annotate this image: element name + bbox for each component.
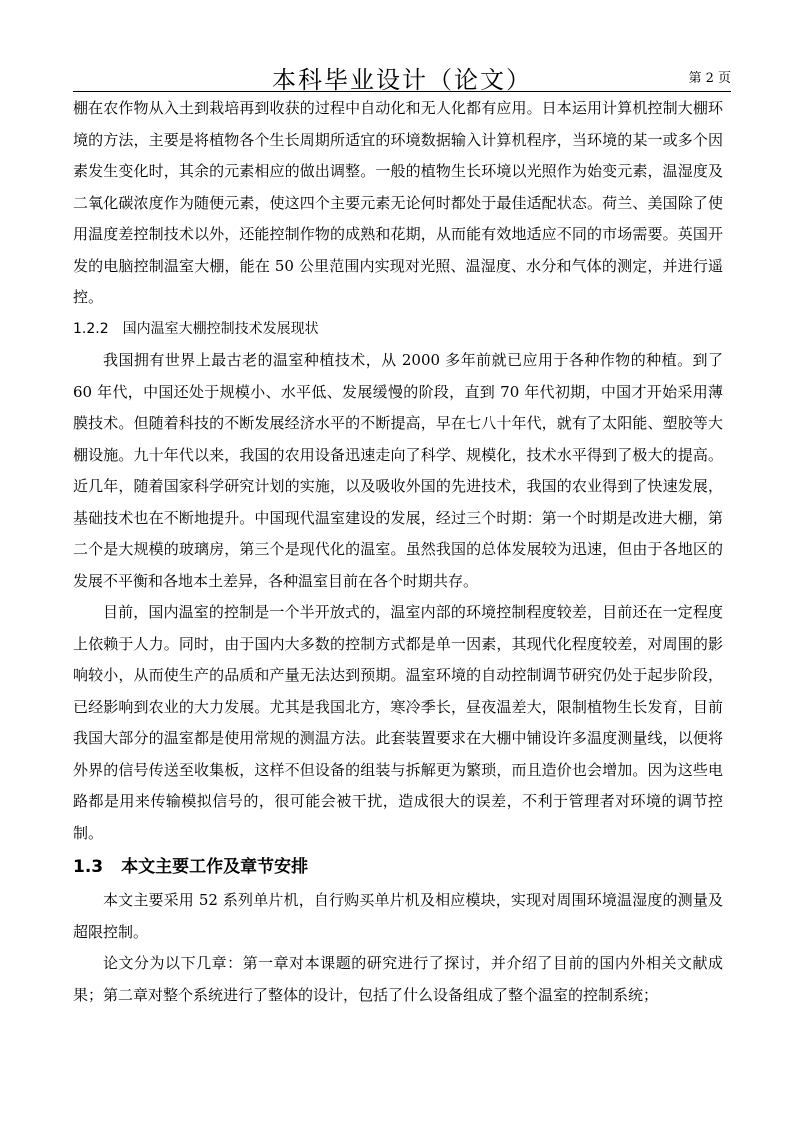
paragraph: 目前，国内温室的控制是一个半开放式的，温室内部的环境控制程度较差，目前还在一定程度上依赖于人力。同时，由于国内大多数的控制方式都是单一因素，其现代化程度较差，对周围的影响较小，从而使生产的品质和产量无法达到预期。温室环境的自动控制调节研究仍处于起步阶段，已经影响到农业的大力发展。尤其是我国北方，寒冷季长，昼夜温差大，限制植物生长发育，目前我国大部分的温室都是使用常规的测温方法。此套装置要求在大棚中铺设许多温度测量线，以便将外界的信号传送至收集板，这样不但设备的组装与拆解更为繁琐，而且造价也会增加。因为这些电路都是用来传输模拟信号的，很可能会被干扰，造成很大的误差，不利于管理者对环境的调节控制。 — [73, 603, 723, 842]
paragraph: 本文主要采用 52 系列单片机，自行购买单片机及相应模块，实现对周围环境温湿度的测量及超限控制。 — [73, 891, 723, 941]
section-number: 1.3 — [73, 857, 104, 877]
body-content — [73, 93, 723, 1011]
page-header — [73, 58, 731, 92]
section-title: 本文主要工作及章节安排 — [121, 857, 309, 877]
subsection-heading — [73, 314, 723, 346]
subsection-title: 国内温室大棚控制技术发展现状 — [122, 320, 319, 337]
page-number: 第 2 页 — [688, 71, 731, 86]
paragraph: 我国拥有世界上最古老的温室种植技术，从 2000 多年前就已应用于各种作物的种植。到了 60 年代，中国还处于规模小、水平低、发展缓慢的阶段，直到 70 年代初期，中国才开始采用薄膜技术。但随着科技的不断发展经济水平的不断提高，早在七八十年代，就有了太阳能、塑胶等大棚设施。九十年代以来，我国的农用设备迅速走向了科学、规模化，技术水平得到了极大的提高。近几年，随着国家科学研究计划的实施，以及吸收外国的先进技术，我国的农业得到了快速发展，基础技术也在不断地提升。中国现代温室建设的发展，经过三个时期：第一个时期是改进大棚，第二个是大规模的玻璃房，第三个是现代化的温室。虽然我国的总体发展较为迅速，但由于各地区的发展不平衡和各地本土差异，各种温室目前在各个时期共存。 — [73, 351, 723, 590]
subsection-number: 1.2.2 — [73, 320, 109, 337]
header-divider — [73, 91, 731, 92]
header-title: 本科毕业设计（论文） — [272, 66, 532, 94]
paragraph: 论文分为以下几章：第一章对本课题的研究进行了探讨，并介绍了目前的国内外相关文献成果；第二章对整个系统进行了整体的设计，包括了什么设备组成了整个温室的控制系统； — [73, 954, 723, 1004]
paragraph-continued: 棚在农作物从入土到栽培再到收获的过程中自动化和无人化都有应用。日本运用计算机控制大棚环境的方法，主要是将植物各个生长周期所适宜的环境数据输入计算机程序，当环境的某一或多个因素发生变化时，其余的元素相应的做出调整。一般的植物生长环境以光照作为始变元素，温湿度及二氧化碳浓度作为随便元素，使这四个主要元素无论何时都处于最佳适配状态。荷兰、美国除了使用温度差控制技术以外，还能控制作物的成熟和花期，从而能有效地适应不同的市场需要。英国开发的电脑控制温室大棚，能在 50 公里范围内实现对光照、温湿度、水分和气体的测定，并进行遥控。 — [73, 99, 723, 306]
section-heading — [73, 849, 723, 885]
